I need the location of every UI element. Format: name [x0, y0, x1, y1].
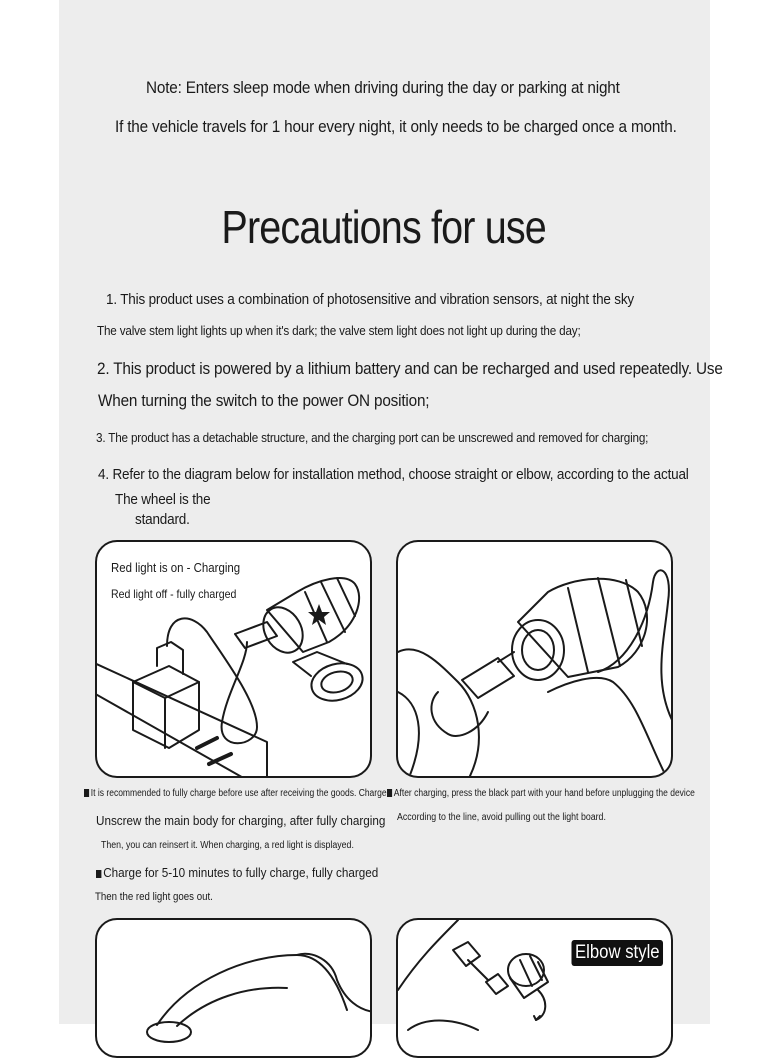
caption-left-2: Unscrew the main body for charging, after fully charging: [96, 813, 386, 828]
precaution-2-line-2: When turning the switch to the power ON position;: [98, 391, 430, 410]
note-sleep-mode: Note: Enters sleep mode when driving during the day or parking at night: [146, 78, 620, 97]
bullet-icon: [84, 789, 89, 797]
bullet-icon: [387, 789, 392, 797]
precaution-3-line-1: 3. The product has a detachable structure, and the charging port can be unscrewed and removed for charging;: [96, 430, 649, 445]
elbow-style-panel: [396, 918, 673, 1058]
precaution-4-line-1: 4. Refer to the diagram below for installation method, choose straight or elbow, according to the actual: [98, 466, 689, 483]
precaution-1-line-2: The valve stem light lights up when it's dark; the valve stem light does not light up during the day;: [97, 323, 581, 338]
page-title-text: Precautions for use: [221, 201, 547, 253]
note-charging-frequency: If the vehicle travels for 1 hour every night, it only needs to be charged once a month.: [115, 117, 677, 136]
charging-illustration: [97, 542, 372, 778]
caption-left-1: [84, 788, 387, 799]
unplugging-illustration: [398, 542, 673, 778]
installation-illustration-panel: [95, 918, 372, 1058]
unplugging-illustration-panel: [396, 540, 673, 778]
caption-left-4: [96, 865, 378, 880]
red-light-off-label: Red light off - fully charged: [111, 587, 237, 601]
caption-right-1: [387, 788, 695, 799]
red-light-on-label: Red light is on - Charging: [111, 560, 241, 575]
caption-left-1-text: It is recommended to fully charge before use after receiving the goods. Charge: [90, 788, 387, 799]
caption-right-1-text: After charging, press the black part with your hand before unplugging the device: [393, 788, 695, 799]
page-title: [0, 200, 768, 254]
charging-illustration-panel: [95, 540, 372, 778]
elbow-style-label: Elbow style: [571, 940, 663, 966]
caption-left-3: Then, you can reinsert it. When charging, a red light is displayed.: [101, 840, 354, 851]
precaution-4-line-2: The wheel is the: [115, 491, 211, 508]
caption-right-2: According to the line, avoid pulling out the light board.: [397, 812, 606, 823]
installation-illustration: [97, 920, 372, 1058]
caption-left-5: Then the red light goes out.: [95, 891, 213, 903]
precaution-2-line-1: 2. This product is powered by a lithium battery and can be recharged and used repeatedly. Use: [97, 359, 723, 378]
bullet-icon: [96, 870, 101, 878]
caption-left-4-text: Charge for 5-10 minutes to fully charge, fully charged: [103, 865, 379, 880]
precaution-4-line-3: standard.: [135, 511, 190, 528]
precaution-1-line-1: 1. This product uses a combination of photosensitive and vibration sensors, at night the sky: [106, 291, 635, 308]
